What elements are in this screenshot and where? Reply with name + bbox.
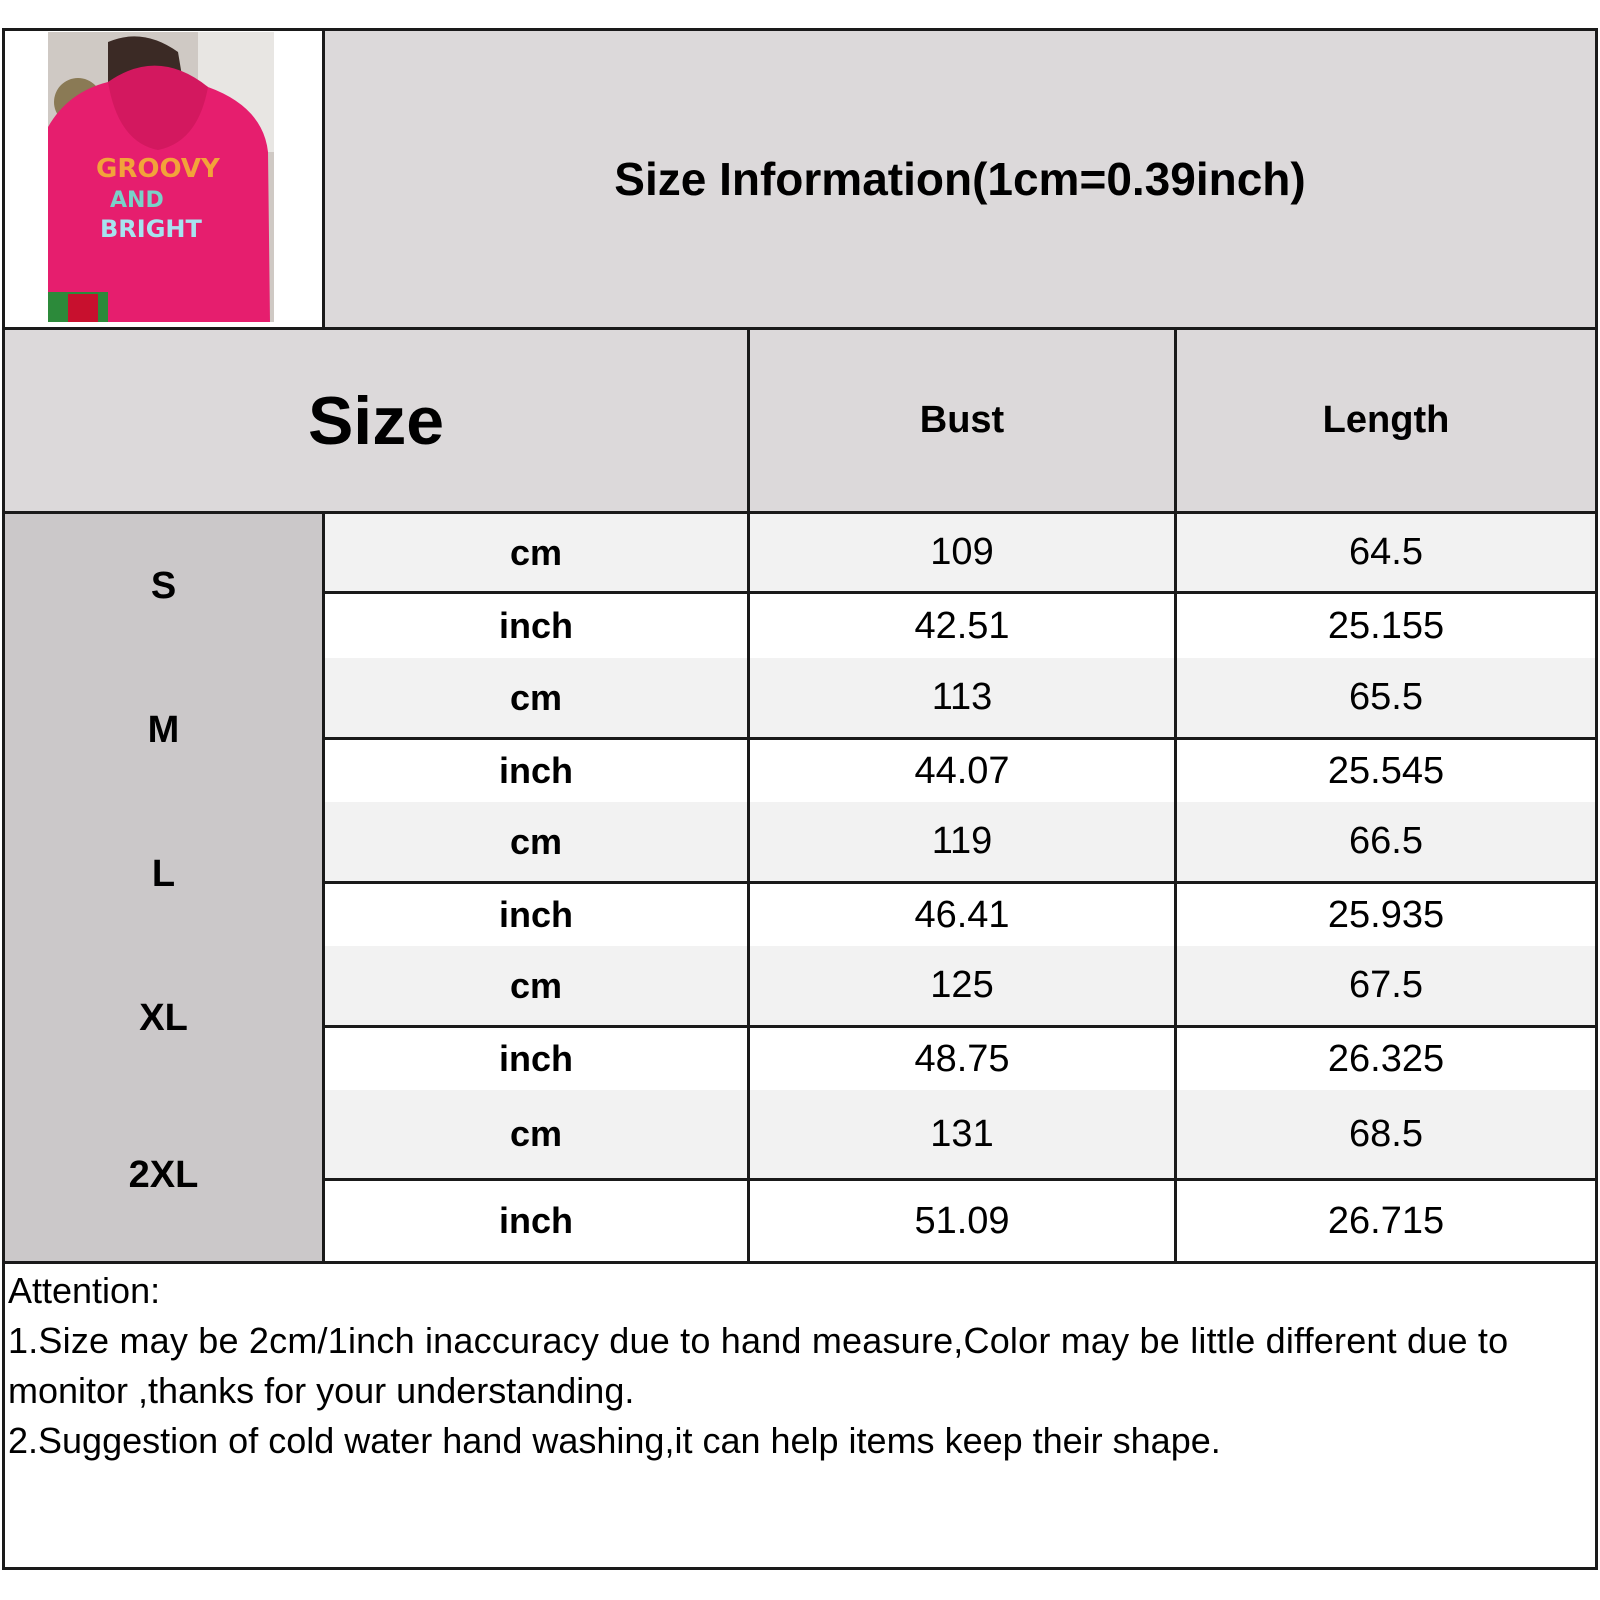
unit-cm: cm [325,514,747,591]
length-cm: 64.5 [1177,514,1595,591]
length-cm: 68.5 [1177,1090,1595,1178]
attention-notes [8,1266,1592,1466]
length-cm: 67.5 [1177,946,1595,1025]
size-label-2xl: 2XL [5,1090,322,1261]
note-1-line-1: 1.Size may be 2cm/1inch inaccuracy due to hand measure,Color may be little different due to [8,1320,1509,1361]
bust-cm: 125 [750,946,1174,1025]
bust-cm: 109 [750,514,1174,591]
bust-cm: 131 [750,1090,1174,1178]
length-inch: 25.935 [1177,884,1595,946]
unit-cm: cm [325,802,747,881]
bust-column-header: Bust [750,330,1174,511]
bust-inch: 44.07 [750,740,1174,802]
note-1-line-2: monitor ,thanks for your understanding. [8,1370,635,1411]
product-photo [48,32,274,322]
length-inch: 26.715 [1177,1181,1595,1261]
bust-cm: 119 [750,802,1174,881]
unit-cm: cm [325,658,747,737]
length-inch: 26.325 [1177,1028,1595,1090]
notes-heading: Attention: [8,1270,161,1311]
size-column-header: Size [5,330,747,511]
unit-cm: cm [325,946,747,1025]
chart-title: Size Information(1cm=0.39inch) [325,31,1595,327]
size-label-m: M [5,658,322,802]
unit-inch: inch [325,740,747,802]
size-label-l: L [5,802,322,946]
size-label-xl: XL [5,946,322,1090]
length-inch: 25.545 [1177,740,1595,802]
bust-inch: 46.41 [750,884,1174,946]
unit-inch: inch [325,884,747,946]
length-cm: 66.5 [1177,802,1595,881]
length-column-header: Length [1177,330,1595,511]
note-2: 2.Suggestion of cold water hand washing,it can help items keep their shape. [8,1420,1221,1461]
print-line-2: AND [110,188,164,213]
unit-cm: cm [325,1090,747,1178]
size-label-s: S [5,514,322,658]
unit-inch: inch [325,1028,747,1090]
length-inch: 25.155 [1177,594,1595,658]
bust-inch: 48.75 [750,1028,1174,1090]
bust-inch: 42.51 [750,594,1174,658]
unit-inch: inch [325,594,747,658]
print-line-3: BRIGHT [100,215,202,243]
hoodie-image [48,32,274,322]
unit-inch: inch [325,1181,747,1261]
bust-cm: 113 [750,658,1174,737]
print-line-1: GROOVY [96,154,220,184]
bust-inch: 51.09 [750,1181,1174,1261]
length-cm: 65.5 [1177,658,1595,737]
